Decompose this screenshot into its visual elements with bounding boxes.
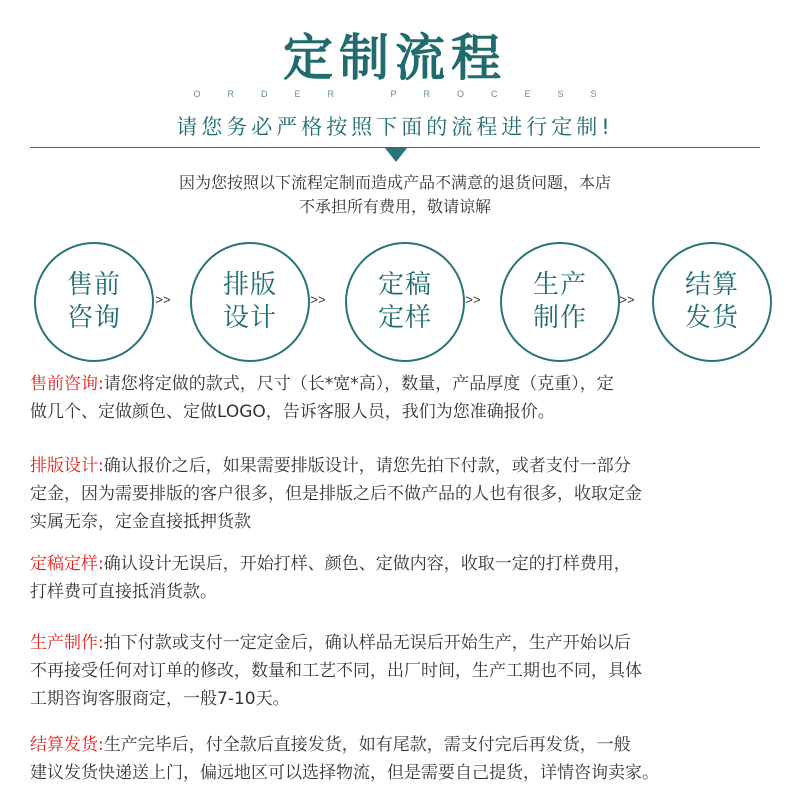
section-line-2: 做几个、定做颜色、定做LOGO，告诉客服人员，我们为您准确报价。 xyxy=(30,402,555,422)
section-line-2: 不再接受任何对订单的修改，数量和工艺不同，出厂时间，生产工期也不同，具体 xyxy=(30,661,642,681)
step-label-line-2: 制作 xyxy=(532,303,587,333)
section-line-1 xyxy=(30,452,770,480)
step-presale-consult xyxy=(34,242,154,362)
section-layout-design xyxy=(30,452,770,536)
flow-arrow-1: >> xyxy=(155,292,171,307)
section-label: 结算发货: xyxy=(30,735,104,755)
flow-arrow-3: >> xyxy=(465,292,481,307)
step-production xyxy=(500,242,620,362)
section-presale-consult xyxy=(30,370,770,426)
section-line-3: 工期咨询客服商定，一般7-10天。 xyxy=(30,689,290,709)
step-label-line-2: 咨询 xyxy=(66,303,121,333)
section-label: 定稿定样: xyxy=(30,554,104,574)
section-line-1 xyxy=(30,550,770,578)
step-label-line-2: 定样 xyxy=(377,303,432,333)
step-label-line-1: 生产 xyxy=(532,270,587,300)
section-line-1 xyxy=(30,370,770,398)
flow-arrow-4: >> xyxy=(619,292,635,307)
disclaimer-line-1: 因为您按照以下流程定制而造成产品不满意的退货问题，本店 xyxy=(178,173,611,192)
step-layout-design xyxy=(190,242,310,362)
section-text: 生产完毕后，付全款后直接发货，如有尾款，需支付完后再发货，一般 xyxy=(103,735,631,755)
process-flow xyxy=(0,238,790,368)
step-label-line-1: 定稿 xyxy=(377,270,432,300)
disclaimer-line-2: 不承担所有费用，敬请谅解 xyxy=(298,197,491,216)
section-line-3: 实属无奈，定金直接抵押货款 xyxy=(30,512,251,532)
step-label-line-1: 排版 xyxy=(222,270,277,300)
section-settle-ship xyxy=(30,731,770,787)
divider-triangle-marker xyxy=(385,148,407,162)
section-text: 确认设计无误后，开始打样、颜色、定做内容，收取一定的打样费用， xyxy=(103,554,631,574)
step-finalize-sample xyxy=(345,242,465,362)
section-finalize-sample xyxy=(30,550,770,606)
section-text: 确认报价之后，如果需要排版设计，请您先拍下付款，或者支付一部分 xyxy=(103,456,631,476)
notice-banner: 请您务必严格按照下面的流程进行定制! xyxy=(176,115,614,139)
section-text: 请您将定做的款式，尺寸（长*宽*高），数量，产品厚度（克重），定 xyxy=(103,374,614,394)
section-line-2: 打样费可直接抵消货款。 xyxy=(30,582,217,602)
page-subtitle-english: ORDER PROCESS xyxy=(193,89,624,99)
section-label: 售前咨询: xyxy=(30,374,104,394)
disclaimer-text xyxy=(60,171,730,219)
step-label-line-2: 设计 xyxy=(222,303,277,333)
step-label-line-2: 发货 xyxy=(684,303,739,333)
section-line-2: 建议发货快递送上门，偏远地区可以选择物流，但是需要自己提货，详情咨询卖家。 xyxy=(30,763,659,783)
page-title: 定制流程 xyxy=(283,29,507,87)
section-production xyxy=(30,629,770,713)
section-line-1 xyxy=(30,731,770,759)
section-label: 排版设计: xyxy=(30,456,104,476)
step-settle-ship xyxy=(652,242,772,362)
section-label: 生产制作: xyxy=(30,633,104,653)
section-text: 拍下付款或支付一定定金后，确认样品无误后开始生产，生产开始以后 xyxy=(103,633,631,653)
step-label-line-1: 售前 xyxy=(66,270,121,300)
step-label-line-1: 结算 xyxy=(684,270,739,300)
section-line-1 xyxy=(30,629,770,657)
section-line-2: 定金，因为需要排版的客户很多，但是排版之后不做产品的人也有很多，收取定金 xyxy=(30,484,642,504)
flow-arrow-2: >> xyxy=(310,292,326,307)
